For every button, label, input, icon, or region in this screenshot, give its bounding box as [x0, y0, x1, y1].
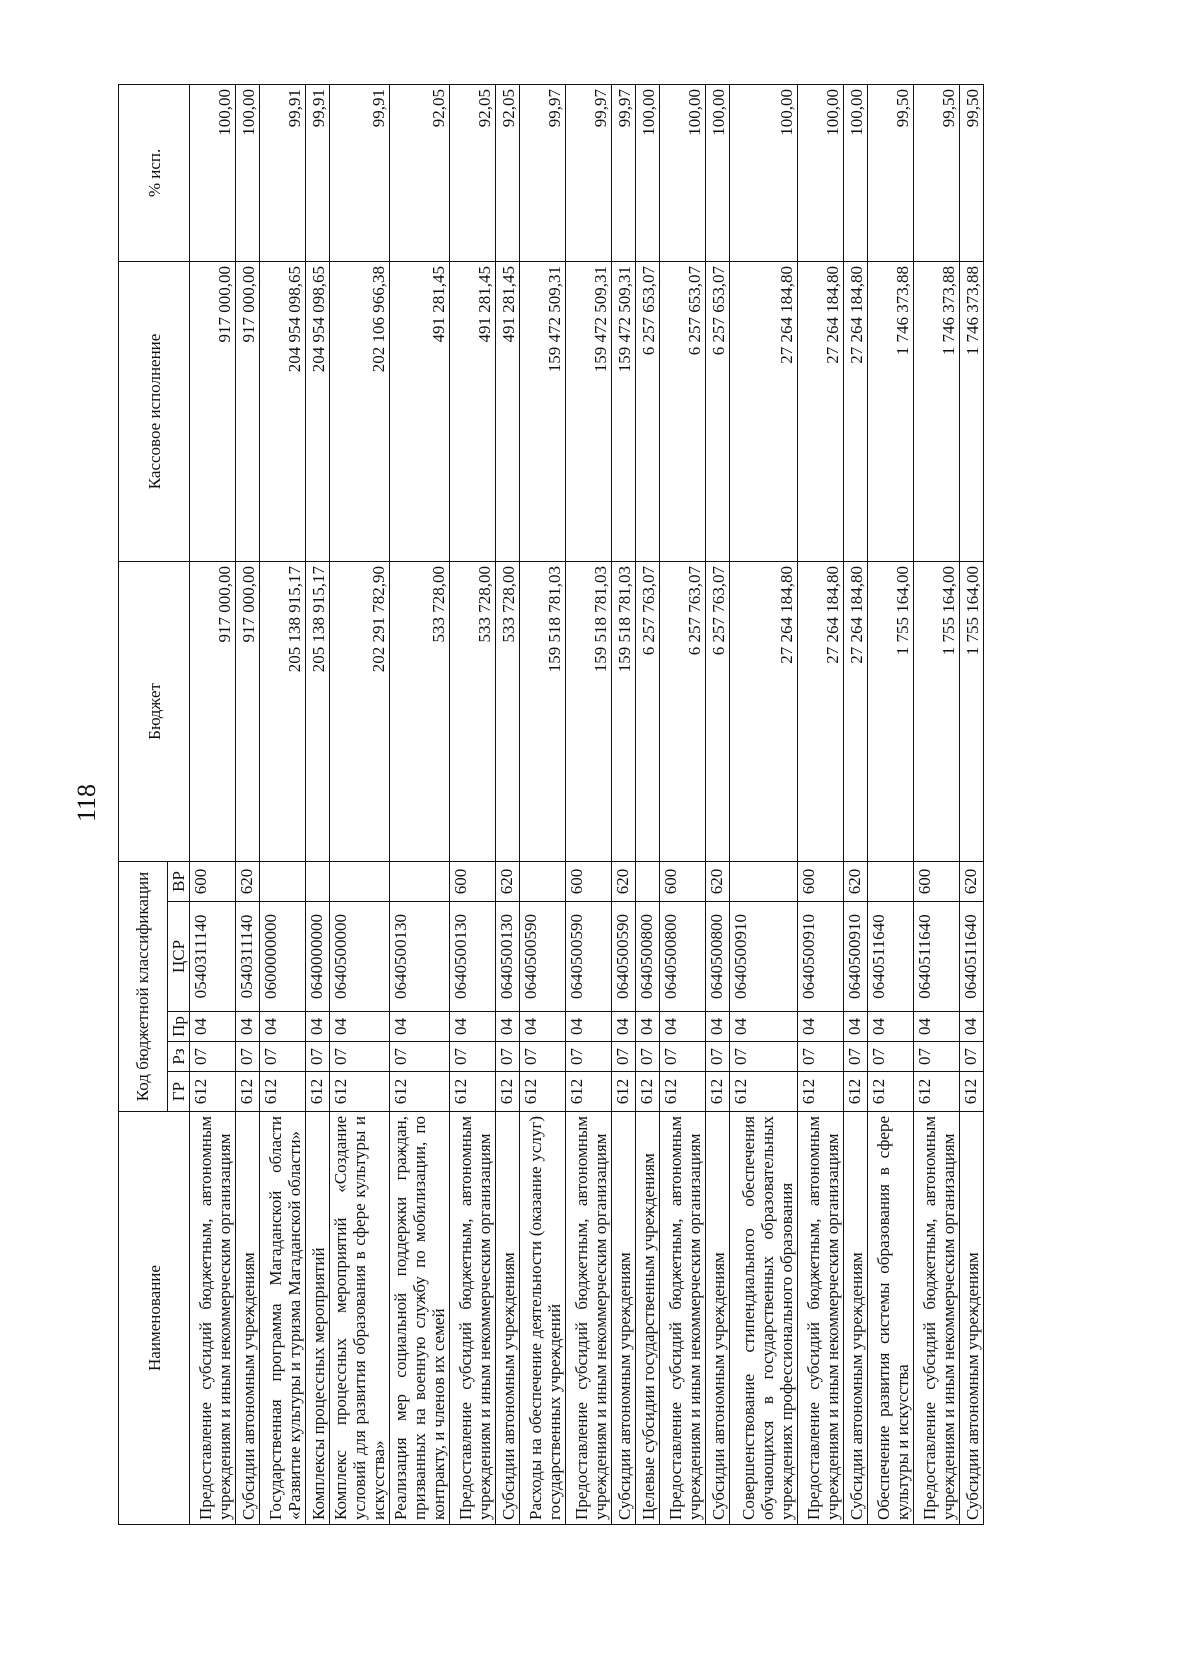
- cell-gr: 612: [260, 1072, 306, 1112]
- cell-rz: 07: [496, 1042, 520, 1072]
- cell-gr: 612: [914, 1072, 960, 1112]
- cell-budget: 533 728,00: [450, 561, 496, 861]
- header-code-group: Код бюджетной классификации: [119, 861, 168, 1111]
- cell-gr: 612: [868, 1072, 914, 1112]
- cell-pr: 04: [868, 1012, 914, 1042]
- cell-budget: 159 518 781,03: [612, 561, 636, 861]
- cell-cash: 27 264 184,80: [730, 261, 798, 561]
- cell-gr: 612: [730, 1072, 798, 1112]
- cell-gr: 612: [706, 1072, 730, 1112]
- cell-vr: [636, 861, 660, 901]
- cell-cash: 491 281,45: [390, 261, 450, 561]
- cell-rz: 07: [730, 1042, 798, 1072]
- row-name: Предоставление субсидий бюджетным, автономным учреждениям и иным некоммерческим организациям: [660, 1112, 706, 1525]
- cell-cash: 27 264 184,80: [798, 261, 844, 561]
- cell-vr: [390, 861, 450, 901]
- cell-gr: 612: [496, 1072, 520, 1112]
- cell-cash: 27 264 184,80: [844, 261, 868, 561]
- cell-pr: 04: [236, 1012, 260, 1042]
- table-row: [660, 84, 706, 1524]
- cell-csr: 0640500910: [844, 902, 868, 1012]
- cell-rz: 07: [190, 1042, 236, 1072]
- cell-rz: 07: [868, 1042, 914, 1072]
- cell-budget: 27 264 184,80: [844, 561, 868, 861]
- row-name: Субсидии автономным учреждениям: [236, 1112, 260, 1525]
- cell-csr: 0640511640: [914, 902, 960, 1012]
- row-name: Предоставление субсидий бюджетным, автономным учреждениям и иным некоммерческим организациям: [914, 1112, 960, 1525]
- cell-pr: 04: [798, 1012, 844, 1042]
- cell-pct: 100,00: [798, 84, 844, 261]
- cell-vr: 600: [660, 861, 706, 901]
- cell-pr: 04: [306, 1012, 330, 1042]
- cell-pr: 04: [960, 1012, 984, 1042]
- cell-rz: 07: [612, 1042, 636, 1072]
- cell-gr: 612: [390, 1072, 450, 1112]
- cell-budget: 1 755 164,00: [960, 561, 984, 861]
- cell-vr: [868, 861, 914, 901]
- cell-csr: 0640500000: [330, 902, 390, 1012]
- cell-budget: 205 138 915,17: [306, 561, 330, 861]
- cell-pct: 99,97: [612, 84, 636, 261]
- cell-budget: 159 518 781,03: [520, 561, 566, 861]
- cell-budget: 27 264 184,80: [730, 561, 798, 861]
- cell-vr: 620: [844, 861, 868, 901]
- table-row: [960, 84, 984, 1524]
- cell-pct: 99,97: [520, 84, 566, 261]
- cell-budget: 533 728,00: [496, 561, 520, 861]
- cell-cash: 202 106 966,38: [330, 261, 390, 561]
- cell-csr: 0640500800: [660, 902, 706, 1012]
- row-name: Субсидии автономным учреждениям: [706, 1112, 730, 1525]
- cell-budget: 6 257 763,07: [706, 561, 730, 861]
- cell-csr: 0640000000: [306, 902, 330, 1012]
- cell-vr: 600: [798, 861, 844, 901]
- cell-csr: 0640511640: [868, 902, 914, 1012]
- cell-pct: 99,97: [566, 84, 612, 261]
- header-pct: % исп.: [119, 84, 190, 261]
- cell-pct: 100,00: [236, 84, 260, 261]
- row-name: Субсидии автономным учреждениям: [960, 1112, 984, 1525]
- cell-rz: 07: [844, 1042, 868, 1072]
- cell-csr: 0640500800: [706, 902, 730, 1012]
- cell-pct: 92,05: [450, 84, 496, 261]
- cell-vr: [730, 861, 798, 901]
- cell-budget: 533 728,00: [390, 561, 450, 861]
- cell-pr: 04: [914, 1012, 960, 1042]
- cell-rz: 07: [566, 1042, 612, 1072]
- cell-pct: 99,91: [330, 84, 390, 261]
- table-row: [260, 84, 306, 1524]
- header-name: Наименование: [119, 1112, 190, 1525]
- cell-csr: 0640500130: [390, 902, 450, 1012]
- table-row: [798, 84, 844, 1524]
- header-vr: ВР: [168, 861, 190, 901]
- header-cash: Кассовое исполнение: [119, 261, 190, 561]
- cell-gr: 612: [330, 1072, 390, 1112]
- row-name: Предоставление субсидий бюджетным, автономным учреждениям и иным некоммерческим организациям: [190, 1112, 236, 1525]
- cell-pct: 100,00: [660, 84, 706, 261]
- table-row: [236, 84, 260, 1524]
- table-row: [612, 84, 636, 1524]
- cell-pr: 04: [496, 1012, 520, 1042]
- row-name: Предоставление субсидий бюджетным, автономным учреждениям и иным некоммерческим организациям: [450, 1112, 496, 1525]
- cell-vr: 600: [190, 861, 236, 901]
- cell-vr: [306, 861, 330, 901]
- table-row: [566, 84, 612, 1524]
- row-name: Комплексы процессных мероприятий: [306, 1112, 330, 1525]
- table-body: [190, 84, 984, 1524]
- row-name: Предоставление субсидий бюджетным, автономным учреждениям и иным некоммерческим организациям: [566, 1112, 612, 1525]
- cell-rz: 07: [260, 1042, 306, 1072]
- cell-rz: 07: [236, 1042, 260, 1072]
- cell-pr: 04: [612, 1012, 636, 1042]
- rotated-table-container: [118, 85, 1068, 1525]
- table-row: [636, 84, 660, 1524]
- cell-vr: [330, 861, 390, 901]
- cell-gr: 612: [960, 1072, 984, 1112]
- cell-cash: 159 472 509,31: [520, 261, 566, 561]
- cell-rz: 07: [960, 1042, 984, 1072]
- cell-pct: 99,91: [260, 84, 306, 261]
- row-name: Обеспечение развития системы образования в сфере культуры и искусства: [868, 1112, 914, 1525]
- cell-budget: 1 755 164,00: [914, 561, 960, 861]
- table-row: [390, 84, 450, 1524]
- cell-pr: 04: [330, 1012, 390, 1042]
- cell-pct: 100,00: [636, 84, 660, 261]
- row-name: Комплекс процессных мероприятий «Создание условий для развития образования в сфере культуры и искусства»: [330, 1112, 390, 1525]
- cell-budget: 27 264 184,80: [798, 561, 844, 861]
- cell-budget: 202 291 782,90: [330, 561, 390, 861]
- cell-cash: 159 472 509,31: [612, 261, 636, 561]
- cell-vr: [260, 861, 306, 901]
- cell-pr: 04: [190, 1012, 236, 1042]
- cell-pr: 04: [636, 1012, 660, 1042]
- cell-pr: 04: [844, 1012, 868, 1042]
- row-name: Совершенствование стипендиального обеспечения обучающихся в государственных образовательных учреждениях профессионального образования: [730, 1112, 798, 1525]
- cell-pr: 04: [730, 1012, 798, 1042]
- cell-budget: 917 000,00: [190, 561, 236, 861]
- cell-rz: 07: [636, 1042, 660, 1072]
- cell-pct: 100,00: [706, 84, 730, 261]
- cell-cash: 204 954 098,65: [306, 261, 330, 561]
- table-row: [868, 84, 914, 1524]
- cell-budget: 1 755 164,00: [868, 561, 914, 861]
- cell-pct: 99,50: [914, 84, 960, 261]
- cell-gr: 612: [236, 1072, 260, 1112]
- cell-vr: 600: [566, 861, 612, 901]
- cell-pct: 100,00: [844, 84, 868, 261]
- cell-cash: 159 472 509,31: [566, 261, 612, 561]
- row-name: Расходы на обеспечение деятельности (оказание услуг) государственных учреждений: [520, 1112, 566, 1525]
- cell-gr: 612: [450, 1072, 496, 1112]
- cell-vr: 620: [960, 861, 984, 901]
- cell-pr: 04: [706, 1012, 730, 1042]
- cell-gr: 612: [306, 1072, 330, 1112]
- cell-csr: 0540311140: [190, 902, 236, 1012]
- cell-cash: 6 257 653,07: [660, 261, 706, 561]
- cell-rz: 07: [520, 1042, 566, 1072]
- cell-cash: 204 954 098,65: [260, 261, 306, 561]
- budget-table: [118, 84, 984, 1525]
- cell-csr: 0640500130: [496, 902, 520, 1012]
- cell-csr: 0540311140: [236, 902, 260, 1012]
- cell-pr: 04: [660, 1012, 706, 1042]
- cell-cash: 1 746 373,88: [914, 261, 960, 561]
- cell-rz: 07: [306, 1042, 330, 1072]
- cell-cash: 491 281,45: [450, 261, 496, 561]
- cell-rz: 07: [330, 1042, 390, 1072]
- cell-gr: 612: [798, 1072, 844, 1112]
- cell-gr: 612: [612, 1072, 636, 1112]
- cell-rz: 07: [914, 1042, 960, 1072]
- table-row: [844, 84, 868, 1524]
- cell-rz: 07: [390, 1042, 450, 1072]
- cell-vr: 620: [706, 861, 730, 901]
- cell-pct: 100,00: [730, 84, 798, 261]
- cell-gr: 612: [636, 1072, 660, 1112]
- cell-cash: 491 281,45: [496, 261, 520, 561]
- cell-cash: 1 746 373,88: [960, 261, 984, 561]
- row-name: Субсидии автономным учреждениям: [612, 1112, 636, 1525]
- cell-cash: 6 257 653,07: [636, 261, 660, 561]
- cell-pr: 04: [520, 1012, 566, 1042]
- table-row: [730, 84, 798, 1524]
- cell-budget: 159 518 781,03: [566, 561, 612, 861]
- cell-pct: 99,50: [868, 84, 914, 261]
- table-row: [706, 84, 730, 1524]
- table-row: [306, 84, 330, 1524]
- header-budget: Бюджет: [119, 561, 190, 861]
- cell-rz: 07: [798, 1042, 844, 1072]
- table-row: [496, 84, 520, 1524]
- table-row: [520, 84, 566, 1524]
- header-rz: Рз: [168, 1042, 190, 1072]
- cell-pct: 92,05: [496, 84, 520, 261]
- cell-csr: 0640500590: [612, 902, 636, 1012]
- cell-pct: 92,05: [390, 84, 450, 261]
- page-number: 118: [72, 783, 101, 822]
- table-row: [330, 84, 390, 1524]
- cell-gr: 612: [566, 1072, 612, 1112]
- cell-csr: 0640500590: [566, 902, 612, 1012]
- cell-pr: 04: [450, 1012, 496, 1042]
- cell-budget: 917 000,00: [236, 561, 260, 861]
- cell-rz: 07: [660, 1042, 706, 1072]
- table-row: [914, 84, 960, 1524]
- row-name: Субсидии автономным учреждениям: [844, 1112, 868, 1525]
- cell-csr: 0640500130: [450, 902, 496, 1012]
- row-name: Предоставление субсидий бюджетным, автономным учреждениям и иным некоммерческим организациям: [798, 1112, 844, 1525]
- row-name: Государственная программа Магаданской области «Развитие культуры и туризма Магаданской области»: [260, 1112, 306, 1525]
- cell-gr: 612: [520, 1072, 566, 1112]
- cell-pct: 100,00: [190, 84, 236, 261]
- cell-cash: 6 257 653,07: [706, 261, 730, 561]
- row-name: Целевые субсидии государственным учреждениям: [636, 1112, 660, 1525]
- table-row: [450, 84, 496, 1524]
- cell-csr: 0640500910: [730, 902, 798, 1012]
- cell-cash: 917 000,00: [236, 261, 260, 561]
- header-gr: ГР: [168, 1072, 190, 1112]
- cell-cash: 1 746 373,88: [868, 261, 914, 561]
- cell-budget: 205 138 915,17: [260, 561, 306, 861]
- header-pr: Пр: [168, 1012, 190, 1042]
- cell-gr: 612: [660, 1072, 706, 1112]
- cell-rz: 07: [706, 1042, 730, 1072]
- cell-csr: 0640500910: [798, 902, 844, 1012]
- cell-vr: 600: [450, 861, 496, 901]
- cell-rz: 07: [450, 1042, 496, 1072]
- table-row: [190, 84, 236, 1524]
- cell-pr: 04: [260, 1012, 306, 1042]
- row-name: Реализация мер социальной поддержки граждан, призванных на военную службу по мобилизации, по контракту, и членов их семей: [390, 1112, 450, 1525]
- cell-pct: 99,91: [306, 84, 330, 261]
- cell-vr: 620: [612, 861, 636, 901]
- cell-gr: 612: [190, 1072, 236, 1112]
- cell-budget: 6 257 763,07: [636, 561, 660, 861]
- cell-pr: 04: [390, 1012, 450, 1042]
- cell-csr: 0640511640: [960, 902, 984, 1012]
- cell-gr: 612: [844, 1072, 868, 1112]
- cell-vr: [520, 861, 566, 901]
- row-name: Субсидии автономным учреждениям: [496, 1112, 520, 1525]
- cell-vr: 620: [496, 861, 520, 901]
- header-csr: ЦСР: [168, 902, 190, 1012]
- cell-csr: 0600000000: [260, 902, 306, 1012]
- cell-budget: 6 257 763,07: [660, 561, 706, 861]
- cell-vr: 620: [236, 861, 260, 901]
- cell-csr: 0640500590: [520, 902, 566, 1012]
- cell-pr: 04: [566, 1012, 612, 1042]
- cell-pct: 99,50: [960, 84, 984, 261]
- cell-csr: 0640500800: [636, 902, 660, 1012]
- cell-cash: 917 000,00: [190, 261, 236, 561]
- cell-vr: 600: [914, 861, 960, 901]
